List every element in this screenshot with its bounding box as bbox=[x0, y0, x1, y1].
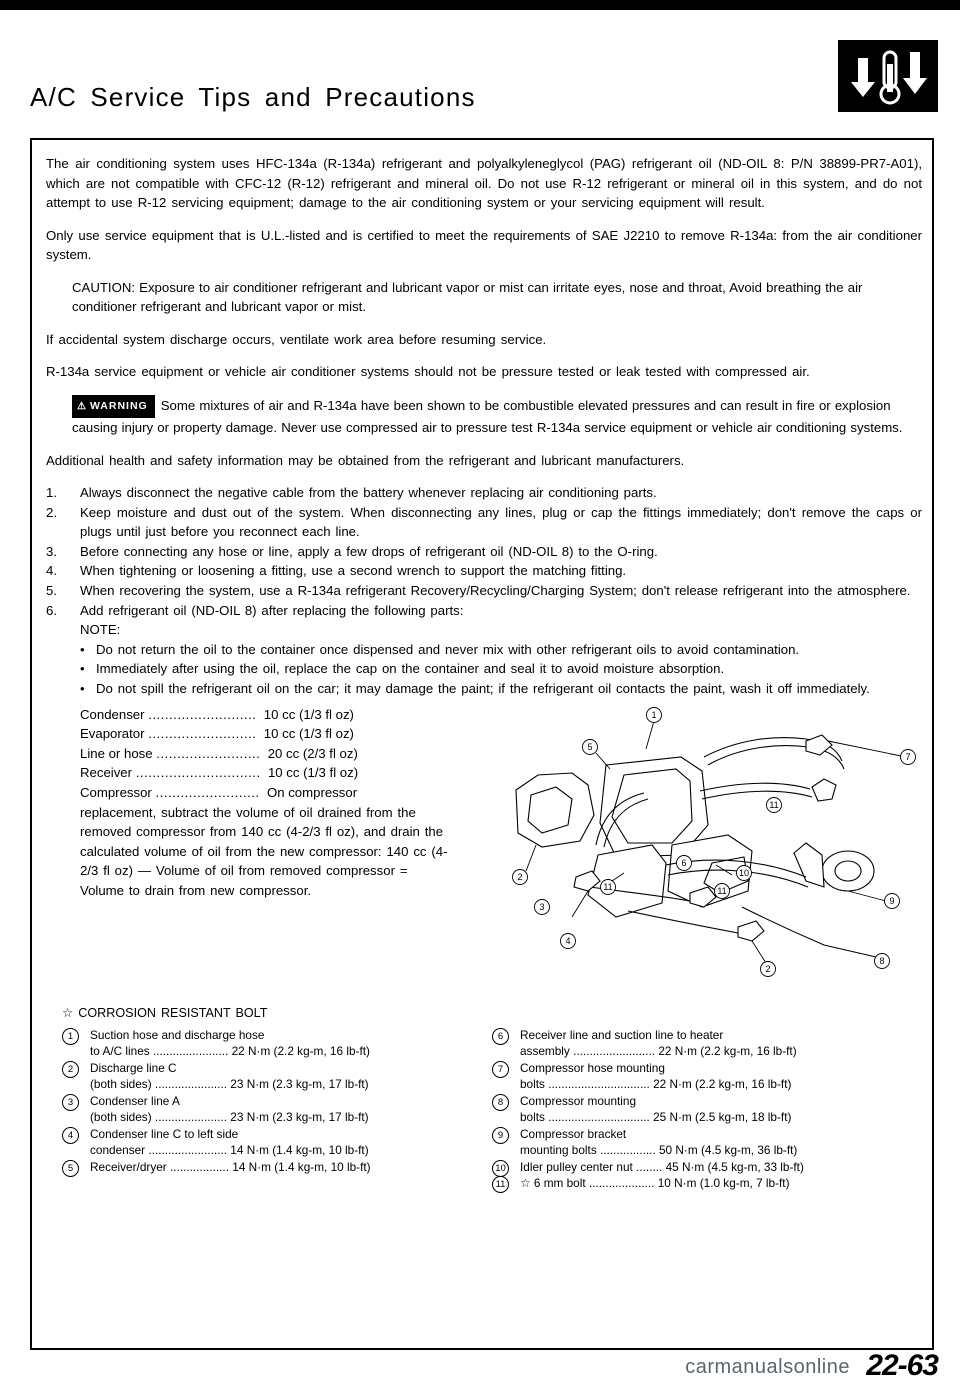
bullet-text: Do not return the oil to the container once dispensed and never mix with other refrigerant oils to avoid contamination. bbox=[96, 641, 800, 657]
step-number: 6. bbox=[46, 602, 57, 618]
bullet-text: Do not spill the refrigerant oil on the car; it may damage the paint; if the refrigerant oil contacts the paint, wash it off immediately. bbox=[96, 680, 870, 696]
warning-triangle-icon: ⚠ bbox=[77, 400, 87, 412]
callout-line-1: Compressor mounting bbox=[520, 1093, 637, 1108]
list-item bbox=[62, 1126, 492, 1159]
svg-text:6: 6 bbox=[681, 857, 687, 868]
content-frame bbox=[30, 138, 934, 1350]
callout-number: 11 bbox=[492, 1176, 509, 1193]
svg-text:10: 10 bbox=[738, 867, 750, 878]
callout-line-2: to A/C lines ....................... 22 N·m (2.2 kg-m, 16 lb-ft) bbox=[90, 1044, 370, 1059]
step-number: 2. bbox=[46, 504, 57, 520]
note-bullets bbox=[80, 640, 922, 699]
list-item bbox=[62, 1093, 492, 1126]
step-text: Add refrigerant oil (ND-OIL 8) after replacing the following parts: bbox=[80, 602, 464, 618]
list-item bbox=[62, 1060, 492, 1093]
svg-text:2: 2 bbox=[517, 871, 523, 882]
callout-legend bbox=[62, 1027, 922, 1192]
callout-number: 2 bbox=[62, 1061, 79, 1078]
callout-number: 10 bbox=[492, 1160, 509, 1177]
svg-text:11: 11 bbox=[769, 799, 779, 810]
oil-value: 10 cc (1/3 fl oz) bbox=[263, 726, 354, 742]
step-number: 5. bbox=[46, 582, 57, 598]
oil-part: Condenser bbox=[80, 706, 145, 722]
callout-number: 7 bbox=[492, 1061, 509, 1078]
callout-line-2: (both sides) ...................... 23 N·m (2.3 kg-m, 17 lb-ft) bbox=[90, 1077, 369, 1092]
svg-text:9: 9 bbox=[889, 895, 895, 906]
step-number: 1. bbox=[46, 485, 57, 500]
bullet-text: Immediately after using the oil, replace the cap on the container and seal it to avoid moisture absorption. bbox=[96, 661, 725, 677]
note-label: NOTE: bbox=[80, 622, 121, 638]
callout-line-1: Discharge line C bbox=[90, 1060, 177, 1075]
top-black-bar bbox=[0, 0, 960, 10]
oil-value: 10 cc (1/3 fl oz) bbox=[267, 765, 359, 781]
ac-thermometer-airflow-icon bbox=[838, 40, 938, 112]
step-text: When tightening or loosening a fitting, use a second wrench to support the matching fitting. bbox=[80, 563, 627, 579]
callout-line-1: ☆ 6 mm bolt .................... 10 N·m (1.0 kg-m, 7 lb-ft) bbox=[520, 1176, 790, 1191]
oil-part: Evaporator bbox=[80, 726, 145, 742]
intro-paragraph-2: Only use service equipment that is U.L.-listed and is certified to meet the requirements of SAE J2210 to remove R-134a: from the air conditioner system. bbox=[46, 227, 922, 262]
step-number: 3. bbox=[46, 543, 57, 559]
warning-badge-label: WARNING bbox=[89, 399, 148, 412]
list-item bbox=[492, 1175, 922, 1192]
list-item bbox=[492, 1027, 922, 1060]
oil-part: Receiver bbox=[80, 765, 133, 781]
list-item bbox=[46, 581, 922, 601]
callout-line-2: bolts ............................... 22 N·m (2.2 kg-m, 16 lb-ft) bbox=[520, 1077, 792, 1092]
callout-number: 5 bbox=[62, 1160, 79, 1177]
list-item bbox=[80, 659, 922, 679]
page-title: A/C Service Tips and Precautions bbox=[30, 82, 476, 112]
oil-row bbox=[80, 744, 450, 764]
oil-row bbox=[80, 705, 450, 725]
warning-text: Some mixtures of air and R-134a have been shown to be combustible elevated pressures and can result in fire or explosion causing injury or property damage. Never use compressed air to pressure test R-134a service equipment or vehicle air conditioning systems. bbox=[72, 397, 903, 435]
callout-line-1: Idler pulley center nut ........ 45 N·m (4.5 kg-m, 33 lb-ft) bbox=[520, 1159, 804, 1174]
svg-text:11: 11 bbox=[717, 885, 727, 896]
oil-value: 20 cc (2/3 fl oz) bbox=[267, 745, 358, 761]
content-body bbox=[46, 154, 922, 1338]
callout-line-1: Suction hose and discharge hose bbox=[90, 1027, 265, 1042]
callout-number: 3 bbox=[62, 1094, 79, 1111]
corrosion-resistant-bolt-note: ☆ CORROSION RESISTANT BOLT bbox=[62, 1005, 268, 1020]
bullet-icon: • bbox=[80, 661, 85, 677]
callout-number: 6 bbox=[492, 1028, 509, 1045]
oil-row bbox=[80, 763, 450, 783]
list-item bbox=[492, 1093, 922, 1126]
intro-paragraph-5: Additional health and safety information may be obtained from the refrigerant and lubricant manufacturers. bbox=[46, 452, 685, 468]
step-text: Keep moisture and dust out of the system. When disconnecting any lines, plug or cap the fittings immediately; don't remove the caps or plugs until just before you reconnect each line. bbox=[80, 504, 922, 540]
oil-row bbox=[80, 783, 450, 803]
callout-line-2: bolts ............................... 25 N·m (2.5 kg-m, 18 lb-ft) bbox=[520, 1110, 792, 1125]
ac-system-diagram bbox=[476, 695, 922, 985]
list-item bbox=[46, 601, 922, 699]
callout-line-1: Compressor hose mounting bbox=[520, 1060, 665, 1075]
callout-number: 4 bbox=[62, 1127, 79, 1144]
intro-paragraph-1: The air conditioning system uses HFC-134a (R-134a) refrigerant and polyalkyleneglycol (PAG) refrigerant oil (ND-OIL 8: P/N 38899-PR7-A01), which are not compatible with CFC-12 (R-12) refrigerant and mineral oil. Do not use R-12 refrigerant or mineral oil in this system, and do not attempt to use R-12 servicing equipment; damage to the air conditioning system or your servicing equipment will result. bbox=[46, 156, 922, 210]
compressor-oil-note: replacement, subtract the volume of oil drained from the removed compressor from 140 cc (4-2/3 fl oz), and drain the calculated volume of oil from the new compressor: 140 cc (4-2/3 fl oz) — Volume of oil from removed compressor = Volume to drain from new compressor. bbox=[80, 804, 448, 898]
intro-paragraph-3: If accidental system discharge occurs, ventilate work area before resuming service. bbox=[46, 331, 547, 347]
callout-line-1: Receiver line and suction line to heater bbox=[520, 1027, 724, 1042]
oil-value: On compressor bbox=[266, 784, 358, 800]
step-text: Before connecting any hose or line, apply a few drops of refrigerant oil (ND-OIL 8) to the O-ring. bbox=[80, 543, 658, 559]
leader-dots: .......................... bbox=[148, 726, 257, 742]
step-text: When recovering the system, use a R-134a refrigerant Recovery/Recycling/Charging System; don't release refrigerant into the atmosphere. bbox=[80, 582, 911, 598]
list-item bbox=[492, 1126, 922, 1159]
list-item bbox=[46, 483, 922, 503]
leader-dots: .............................. bbox=[135, 765, 261, 781]
callout-column-left bbox=[62, 1027, 492, 1176]
svg-text:7: 7 bbox=[905, 751, 911, 762]
callout-number: 9 bbox=[492, 1127, 509, 1144]
list-item bbox=[492, 1159, 922, 1176]
svg-text:4: 4 bbox=[565, 935, 571, 946]
step-number: 4. bbox=[46, 563, 57, 579]
callout-line-2: mounting bolts ................. 50 N·m (4.5 kg-m, 36 lb-ft) bbox=[520, 1143, 798, 1158]
svg-text:8: 8 bbox=[879, 955, 885, 966]
leader-dots: .......................... bbox=[148, 706, 257, 722]
oil-value: 10 cc (1/3 fl oz) bbox=[263, 706, 354, 722]
bullet-icon: • bbox=[80, 641, 85, 657]
list-item bbox=[62, 1159, 492, 1176]
oil-part: Line or hose bbox=[80, 745, 153, 761]
caution-note: CAUTION: Exposure to air conditioner refrigerant and lubricant vapor or mist can irritate eyes, nose and throat, Avoid breathing the air conditioner refrigerant and lubricant vapor or mist. bbox=[72, 279, 863, 314]
svg-text:1: 1 bbox=[651, 709, 657, 720]
svg-text:5: 5 bbox=[587, 741, 593, 752]
oil-part: Compressor bbox=[80, 784, 152, 800]
intro-paragraph-4: R-134a service equipment or vehicle air conditioner systems should not be pressure tested or leak tested with compressed air. bbox=[46, 364, 810, 379]
warning-badge bbox=[72, 395, 155, 419]
callout-column-right bbox=[492, 1027, 922, 1192]
leader-dots: ......................... bbox=[156, 745, 261, 761]
callout-line-1: Condenser line A bbox=[90, 1093, 180, 1108]
list-item bbox=[46, 561, 922, 581]
procedure-steps bbox=[46, 483, 922, 699]
oil-row bbox=[80, 724, 450, 744]
lower-section bbox=[46, 705, 922, 1191]
list-item bbox=[492, 1060, 922, 1093]
leader-dots: ......................... bbox=[155, 784, 260, 800]
svg-text:11: 11 bbox=[603, 881, 613, 892]
svg-text:2: 2 bbox=[765, 963, 771, 974]
callout-line-2: assembly ......................... 22 N·m (2.2 kg-m, 16 lb-ft) bbox=[520, 1044, 797, 1059]
warning-note bbox=[72, 395, 912, 438]
callout-line-1: Compressor bracket bbox=[520, 1126, 627, 1141]
list-item bbox=[46, 503, 922, 542]
oil-amount-list bbox=[80, 705, 450, 901]
side-watermark bbox=[0, 159, 2, 560]
callout-line-2: condenser ........................ 14 N·m (1.4 kg-m, 10 lb-ft) bbox=[90, 1143, 369, 1158]
footer-watermark: carmanualsonline bbox=[685, 1356, 850, 1378]
page-header bbox=[0, 10, 960, 120]
callout-number: 1 bbox=[62, 1028, 79, 1045]
list-item bbox=[80, 640, 922, 660]
callout-line-1: Condenser line C to left side bbox=[90, 1126, 239, 1141]
bullet-icon: • bbox=[80, 680, 85, 696]
svg-text:3: 3 bbox=[539, 901, 545, 912]
callout-number: 8 bbox=[492, 1094, 509, 1111]
callout-line-2: (both sides) ...................... 23 N·m (2.3 kg-m, 17 lb-ft) bbox=[90, 1110, 369, 1125]
step-text: Always disconnect the negative cable from the battery whenever replacing air conditioning parts. bbox=[80, 485, 657, 500]
page-number: 22-63 bbox=[866, 1349, 938, 1382]
list-item bbox=[46, 542, 922, 562]
list-item bbox=[62, 1027, 492, 1060]
callout-line-1: Receiver/dryer .................. 14 N·m (1.4 kg-m, 10 lb-ft) bbox=[90, 1159, 371, 1174]
